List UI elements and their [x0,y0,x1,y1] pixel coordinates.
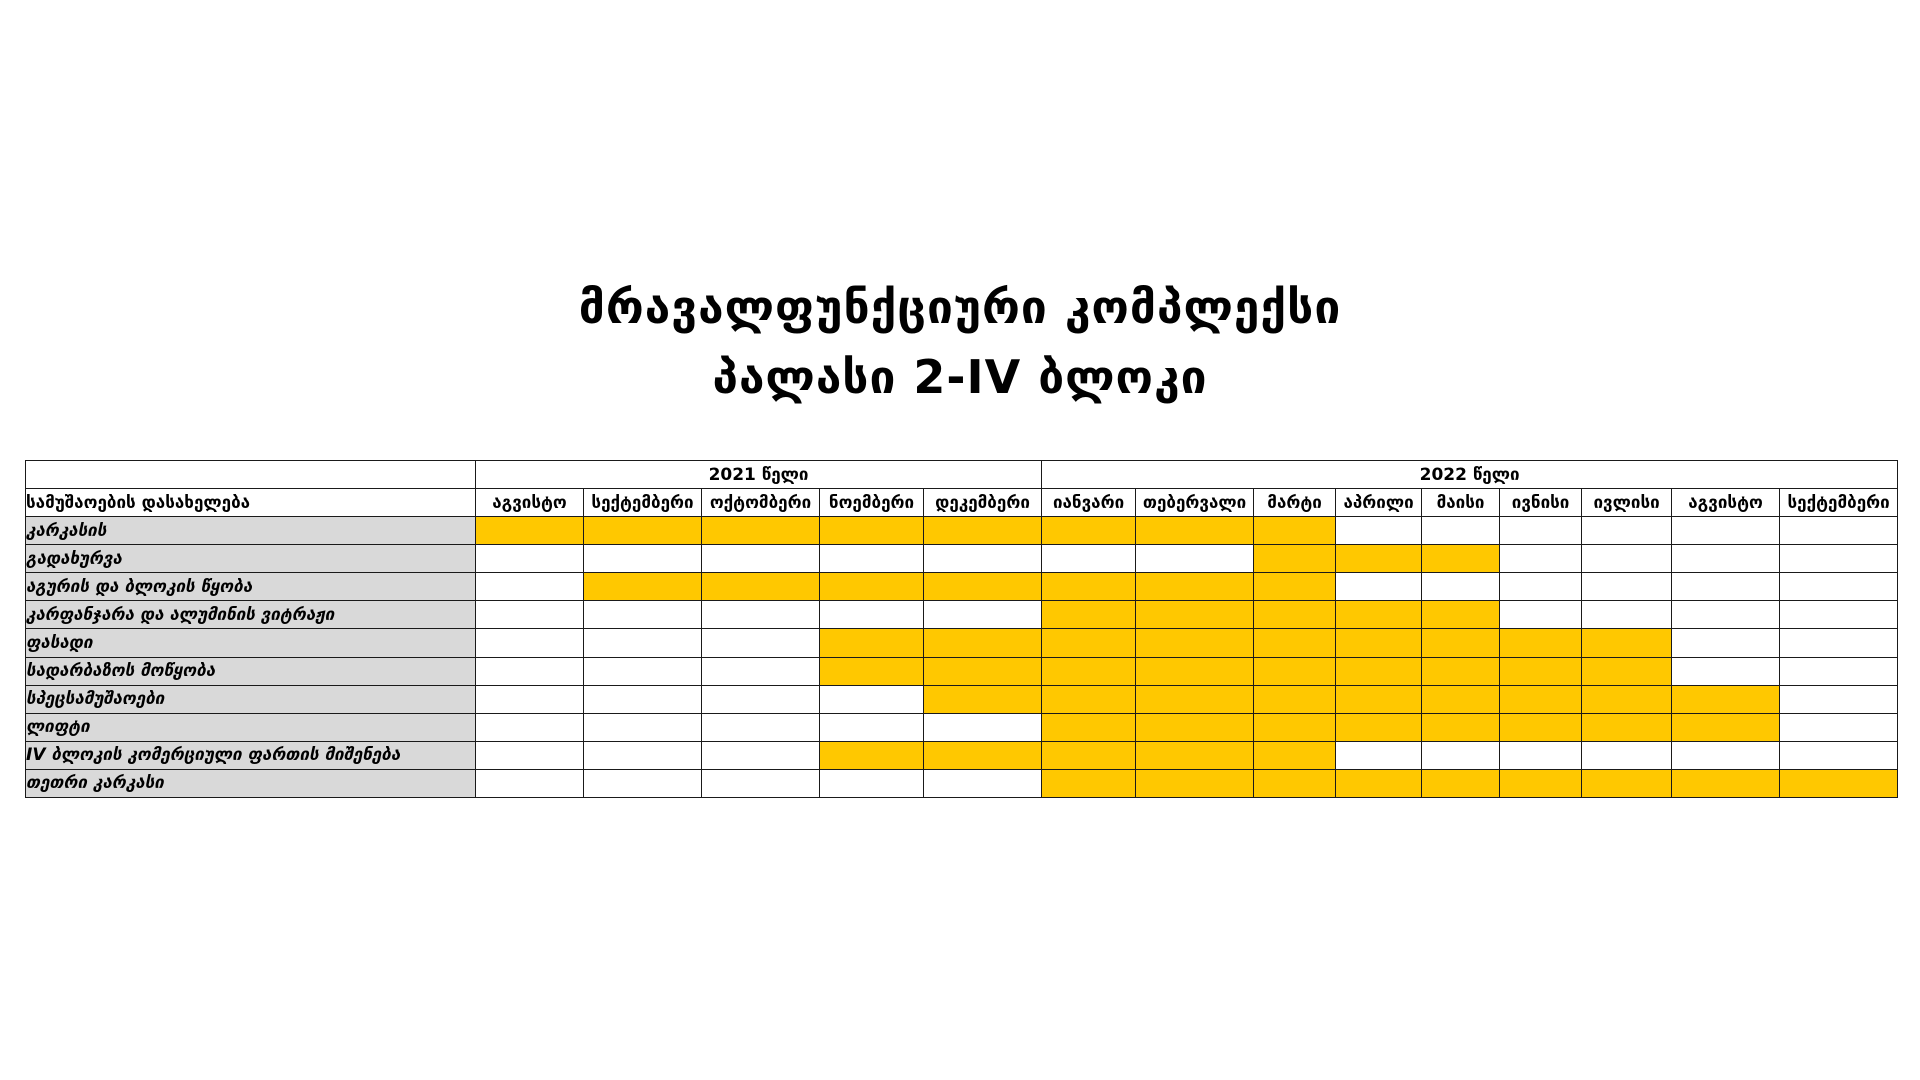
schedule-cell-active [1042,769,1136,797]
schedule-cell-active [820,629,924,657]
month-header-row [26,489,1898,517]
schedule-cell-active [820,741,924,769]
schedule-cell-empty [1500,601,1582,629]
schedule-cell-active [476,517,584,545]
schedule-cell-empty [584,657,702,685]
task-name: IV ბლოკის კომერციული ფართის მიშენება [26,741,476,769]
schedule-cell-active [1042,657,1136,685]
schedule-cell-empty [1422,517,1500,545]
year-header-row [26,461,1898,489]
task-name: ლიფტი [26,713,476,741]
schedule-cell-active [1254,769,1336,797]
task-name: კარკასის [26,517,476,545]
schedule-cell-empty [820,713,924,741]
schedule-cell-empty [1780,741,1898,769]
month-header: სექტემბერი [584,489,702,517]
month-header: აგვისტო [1672,489,1780,517]
task-row [26,517,1898,545]
schedule-cell-empty [1672,629,1780,657]
schedule-cell-active [820,657,924,685]
task-name: ფასადი [26,629,476,657]
schedule-cell-empty [1042,545,1136,573]
schedule-cell-active [1042,741,1136,769]
schedule-cell-active [1422,685,1500,713]
schedule-cell-empty [1136,545,1254,573]
schedule-cell-empty [1672,601,1780,629]
schedule-cell-empty [476,573,584,601]
schedule-cell-empty [476,741,584,769]
schedule-cell-empty [584,629,702,657]
task-row [26,741,1898,769]
schedule-cell-active [1500,657,1582,685]
schedule-cell-active [924,657,1042,685]
schedule-cell-empty [476,713,584,741]
schedule-cell-empty [702,545,820,573]
schedule-cell-active [1422,657,1500,685]
schedule-cell-active [1422,545,1500,573]
schedule-cell-empty [1582,573,1672,601]
schedule-cell-empty [1500,573,1582,601]
schedule-cell-empty [1780,657,1898,685]
schedule-cell-active [584,573,702,601]
schedule-cell-empty [1672,741,1780,769]
schedule-cell-active [1672,685,1780,713]
schedule-table [25,460,1898,798]
schedule-cell-empty [702,657,820,685]
task-name: აგურის და ბლოკის წყობა [26,573,476,601]
schedule-cell-empty [476,657,584,685]
schedule-cell-active [1136,573,1254,601]
month-header: ივლისი [1582,489,1672,517]
schedule-cell-empty [1780,629,1898,657]
year-header-blank [26,461,476,489]
schedule-cell-active [1136,657,1254,685]
month-header: მაისი [1422,489,1500,517]
task-row [26,545,1898,573]
schedule-cell-empty [1422,573,1500,601]
schedule-cell-active [1042,713,1136,741]
schedule-cell-active [1042,573,1136,601]
month-header: დეკემბერი [924,489,1042,517]
task-row [26,573,1898,601]
schedule-cell-active [1136,685,1254,713]
task-row [26,685,1898,713]
schedule-cell-empty [924,545,1042,573]
schedule-cell-empty [476,601,584,629]
schedule-cell-active [1582,769,1672,797]
schedule-cell-empty [820,601,924,629]
schedule-cell-empty [702,629,820,657]
schedule-cell-active [1136,741,1254,769]
schedule-cell-active [820,517,924,545]
schedule-cell-active [1254,517,1336,545]
year-header: 2021 წელი [476,461,1042,489]
schedule-cell-empty [1336,741,1422,769]
schedule-cell-active [1582,629,1672,657]
schedule-cell-empty [584,601,702,629]
schedule-cell-active [1336,713,1422,741]
schedule-cell-empty [476,545,584,573]
schedule-cell-empty [702,601,820,629]
schedule-cell-active [1254,573,1336,601]
schedule-cell-empty [1780,713,1898,741]
schedule-cell-empty [820,685,924,713]
page-title: მრავალფუნქციური კომპლექსი [578,280,1342,334]
task-row [26,601,1898,629]
schedule-cell-empty [820,545,924,573]
task-row [26,629,1898,657]
schedule-cell-active [1582,685,1672,713]
schedule-cell-empty [1336,517,1422,545]
schedule-cell-empty [1672,573,1780,601]
schedule-cell-active [1500,685,1582,713]
schedule-cell-active [924,629,1042,657]
schedule-cell-empty [1780,545,1898,573]
schedule-cell-empty [1500,741,1582,769]
schedule-cell-empty [584,769,702,797]
schedule-cell-active [1422,629,1500,657]
month-header: მარტი [1254,489,1336,517]
schedule-cell-empty [1672,657,1780,685]
schedule-cell-active [1254,741,1336,769]
schedule-cell-active [1582,657,1672,685]
month-header: ნოემბერი [820,489,924,517]
schedule-cell-active [584,517,702,545]
schedule-cell-active [820,573,924,601]
schedule-cell-active [702,517,820,545]
schedule-cell-active [1336,601,1422,629]
year-header: 2022 წელი [1042,461,1898,489]
schedule-cell-empty [1780,685,1898,713]
schedule-cell-active [1254,657,1336,685]
schedule-cell-active [1336,769,1422,797]
task-row [26,769,1898,797]
schedule-cell-active [1254,629,1336,657]
schedule-cell-active [1422,769,1500,797]
schedule-cell-empty [1672,517,1780,545]
schedule-cell-active [924,741,1042,769]
schedule-cell-active [1136,517,1254,545]
schedule-cell-active [1336,657,1422,685]
schedule-cell-active [1042,601,1136,629]
schedule-cell-active [1336,685,1422,713]
schedule-cell-active [1042,517,1136,545]
schedule-cell-empty [1582,545,1672,573]
schedule-cell-empty [924,601,1042,629]
schedule-cell-empty [1422,741,1500,769]
schedule-cell-empty [1780,573,1898,601]
schedule-cell-active [1672,769,1780,797]
schedule-cell-empty [1500,545,1582,573]
month-header: სექტემბერი [1780,489,1898,517]
task-name: გადახურვა [26,545,476,573]
schedule-cell-active [1582,713,1672,741]
schedule-cell-active [1136,601,1254,629]
schedule-cell-active [1042,685,1136,713]
schedule-cell-empty [476,685,584,713]
month-header: აგვისტო [476,489,584,517]
month-header: ოქტომბერი [702,489,820,517]
page-subtitle: პალასი 2-IV ბლოკი [712,350,1208,404]
schedule-cell-active [1500,769,1582,797]
schedule-cell-active [1136,713,1254,741]
schedule-cell-active [1136,769,1254,797]
schedule-cell-active [1672,713,1780,741]
schedule-cell-empty [1780,601,1898,629]
task-name-header: სამუშაოების დასახელება [26,489,476,517]
schedule-cell-active [924,685,1042,713]
schedule-cell-active [1422,713,1500,741]
task-row [26,657,1898,685]
schedule-cell-empty [584,713,702,741]
schedule-cell-empty [924,769,1042,797]
schedule-cell-empty [584,685,702,713]
schedule-cell-active [1254,545,1336,573]
schedule-cell-active [1500,713,1582,741]
schedule-cell-empty [1582,741,1672,769]
schedule-cell-active [1422,601,1500,629]
schedule-cell-active [1336,629,1422,657]
schedule-cell-active [924,517,1042,545]
schedule-cell-empty [702,741,820,769]
schedule-cell-empty [1500,517,1582,545]
schedule-cell-empty [1780,517,1898,545]
task-name: სპეცსამუშაოები [26,685,476,713]
month-header: ივნისი [1500,489,1582,517]
schedule-cell-active [702,573,820,601]
schedule-cell-empty [1672,545,1780,573]
schedule-cell-active [1042,629,1136,657]
schedule-cell-empty [702,685,820,713]
schedule-cell-active [1254,713,1336,741]
task-row [26,713,1898,741]
task-name: სადარბაზოს მოწყობა [26,657,476,685]
schedule-cell-active [1136,629,1254,657]
schedule-cell-active [1254,601,1336,629]
schedule-cell-active [924,573,1042,601]
month-header: თებერვალი [1136,489,1254,517]
schedule-cell-empty [1336,573,1422,601]
schedule-cell-empty [584,741,702,769]
schedule-cell-empty [1582,601,1672,629]
task-name: თეთრი კარკასი [26,769,476,797]
schedule-cell-active [1780,769,1898,797]
schedule-cell-active [1254,685,1336,713]
schedule-cell-empty [584,545,702,573]
task-name: კარფანჯარა და ალუმინის ვიტრაჟი [26,601,476,629]
schedule-cell-empty [702,769,820,797]
schedule-cell-empty [476,629,584,657]
schedule-cell-empty [1582,517,1672,545]
schedule-cell-empty [924,713,1042,741]
month-header: აპრილი [1336,489,1422,517]
schedule-cell-empty [702,713,820,741]
schedule-cell-active [1500,629,1582,657]
month-header: იანვარი [1042,489,1136,517]
schedule-cell-active [1336,545,1422,573]
schedule-cell-empty [476,769,584,797]
schedule-cell-empty [820,769,924,797]
